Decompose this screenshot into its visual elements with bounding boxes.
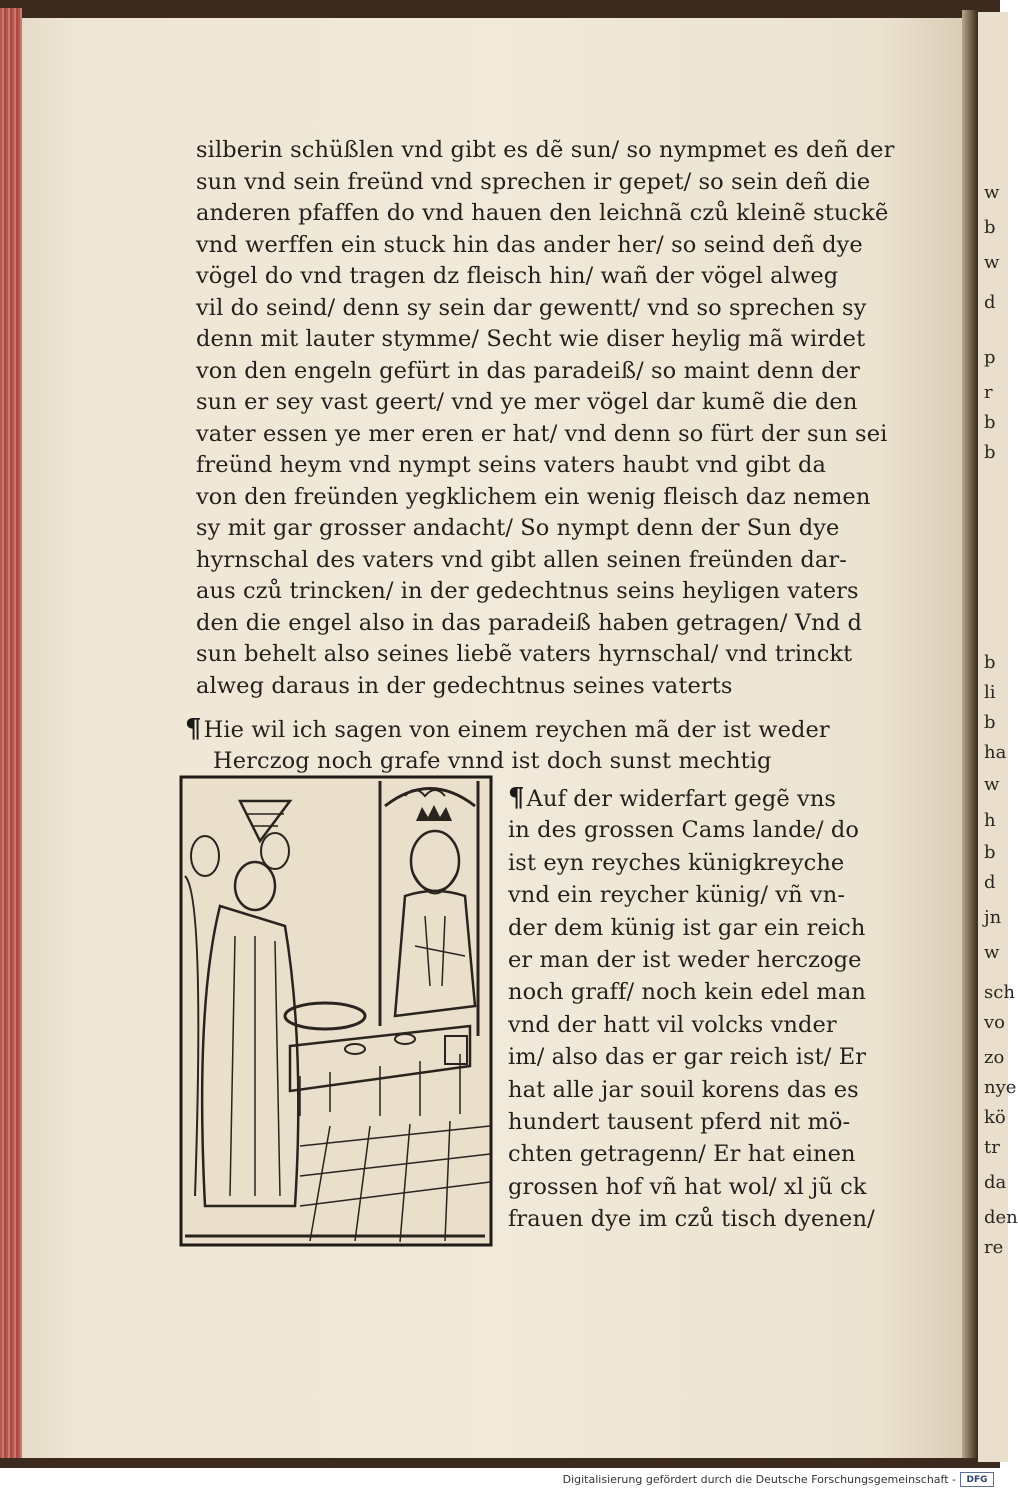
facing-page-letter: ha [984,742,1007,763]
facing-page-letter: vo [984,1012,1006,1033]
side-text-line: frauen dye im czů tisch dyenen/ [508,1206,875,1233]
facing-page-letter: b [984,652,996,673]
text-line: sy mit gar grosser andacht/ So nympt denn der Sun dye [196,515,840,541]
facing-page-letter: re [984,1237,1004,1258]
facing-page-letter: kö [984,1107,1006,1128]
side-text-column [508,782,888,1235]
facing-page-letter: tr [984,1137,1000,1158]
side-text-line: er man der ist weder herczoge [508,946,862,973]
side-text-line: im/ also das er gar reich ist/ Er [508,1044,867,1071]
side-text-line: vnd ein reycher künig/ vñ vn- [508,882,846,909]
chapter-heading [185,714,895,777]
text-line: sun behelt also seines liebẽ vaters hyrnschal/ vnd trinckt [196,641,853,667]
main-text-block [196,135,896,702]
side-text-line: noch graff/ noch kein edel man [508,979,866,1006]
facing-page-letter: b [984,842,996,863]
side-text-line: ¶Auf der widerfart gegẽ vns [508,783,837,813]
side-text-line: hundert tausent pferd nit mö- [508,1108,851,1135]
text-line: aus czů trincken/ in der gedechtnus seins heyligen vaters [196,578,859,604]
facing-page-letter: li [984,682,996,703]
text-line: vögel do vnd tragen dz fleisch hin/ wañ der vögel alweg [196,263,839,289]
text-line: sun vnd sein freünd vnd sprechen ir gepet/ so sein deñ die [196,168,871,195]
text-line: sun er sey vast geert/ vnd ye mer vögel dar kumẽ die den [196,389,858,415]
facing-page-letter: r [984,382,993,403]
heading-line-2: Herczog noch grafe vnnd ist doch sunst mechtig [213,747,772,774]
footer-bar [0,1468,1000,1493]
pilcrow-mark: ¶ [185,714,202,744]
side-text-line: chten getragenn/ Er hat einen [508,1141,856,1168]
text-line: von den freünden yegklichem ein wenig fleisch daz nemen [196,483,871,510]
dfg-logo: DFG [960,1472,994,1487]
facing-page-letter: b [984,712,996,733]
facing-page-letter: d [984,292,996,313]
facing-page-letter: nye [984,1077,1017,1098]
woodcut-illustration [180,776,492,1246]
text-line: anderen pfaffen do vnd hauen den leichnã czů kleinẽ stuckẽ [196,200,889,226]
book-gutter [962,10,978,1458]
side-text-line: hat alle jar souil korens das es [508,1076,859,1103]
text-line: vnd werffen ein stuck hin das ander her/ so seind deñ dye [196,231,863,258]
side-text-line: in des grossen Cams lande/ do [508,817,860,844]
text-line: alweg daraus in der gedechtnus seines vaterts [196,672,733,699]
facing-page-letter: jn [984,907,1002,928]
side-text-line: vnd der hatt vil volcks vnder [508,1011,837,1038]
text-line: von den engeln gefürt in das paradeiß/ so maint denn der [196,357,860,384]
facing-page-letter: w [984,774,1000,795]
text-line: hyrnschal des vaters vnd gibt allen seinen freünden dar- [196,546,847,573]
facing-page-letter: h [984,810,996,831]
text-line: den die engel also in das paradeiß haben getragen/ Vnd d [196,609,863,636]
text-line: vil do seind/ denn sy sein dar gewentt/ vnd so sprechen sy [196,294,867,321]
text-line: freünd heym vnd nympt seins vaters haubt vnd gibt da [196,452,826,478]
heading-line-1: ¶Hie wil ich sagen von einem reychen mã der ist weder [185,714,830,744]
facing-page-letter: b [984,217,996,238]
text-line: vater essen ye mer eren er hat/ vnd denn so fürt der sun sei [196,420,888,447]
facing-page-letter: w [984,942,1000,963]
side-text-line: ist eyn reyches künigkreyche [508,849,845,876]
facing-page-letter: da [984,1172,1007,1193]
page-edges [0,8,22,1458]
facing-page-letter: den [984,1207,1018,1228]
pilcrow-mark: ¶ [508,783,525,813]
text-line: silberin schüßlen vnd gibt es dẽ sun/ so nympmet es deñ der [196,137,895,163]
facing-page-letter: b [984,442,996,463]
facing-page-letter: zo [984,1047,1005,1068]
facing-page-letter: sch [984,982,1015,1003]
side-text-line: der dem künig ist gar ein reich [508,914,866,941]
text-line: denn mit lauter stymme/ Secht wie diser heylig mã wirdet [196,326,866,352]
facing-page-fragment [978,12,1018,1462]
facing-page-letter: p [984,347,996,368]
side-text-line: grossen hof vñ hat wol/ xl jũ ck [508,1173,867,1200]
facing-page-letter: d [984,872,996,893]
footer-credit: Digitalisierung gefördert durch die Deutsche Forschungsgemeinschaft - [562,1473,956,1486]
facing-page-letter: w [984,252,1000,273]
facing-page-letter: b [984,412,996,433]
facing-page-letter: w [984,182,1000,203]
